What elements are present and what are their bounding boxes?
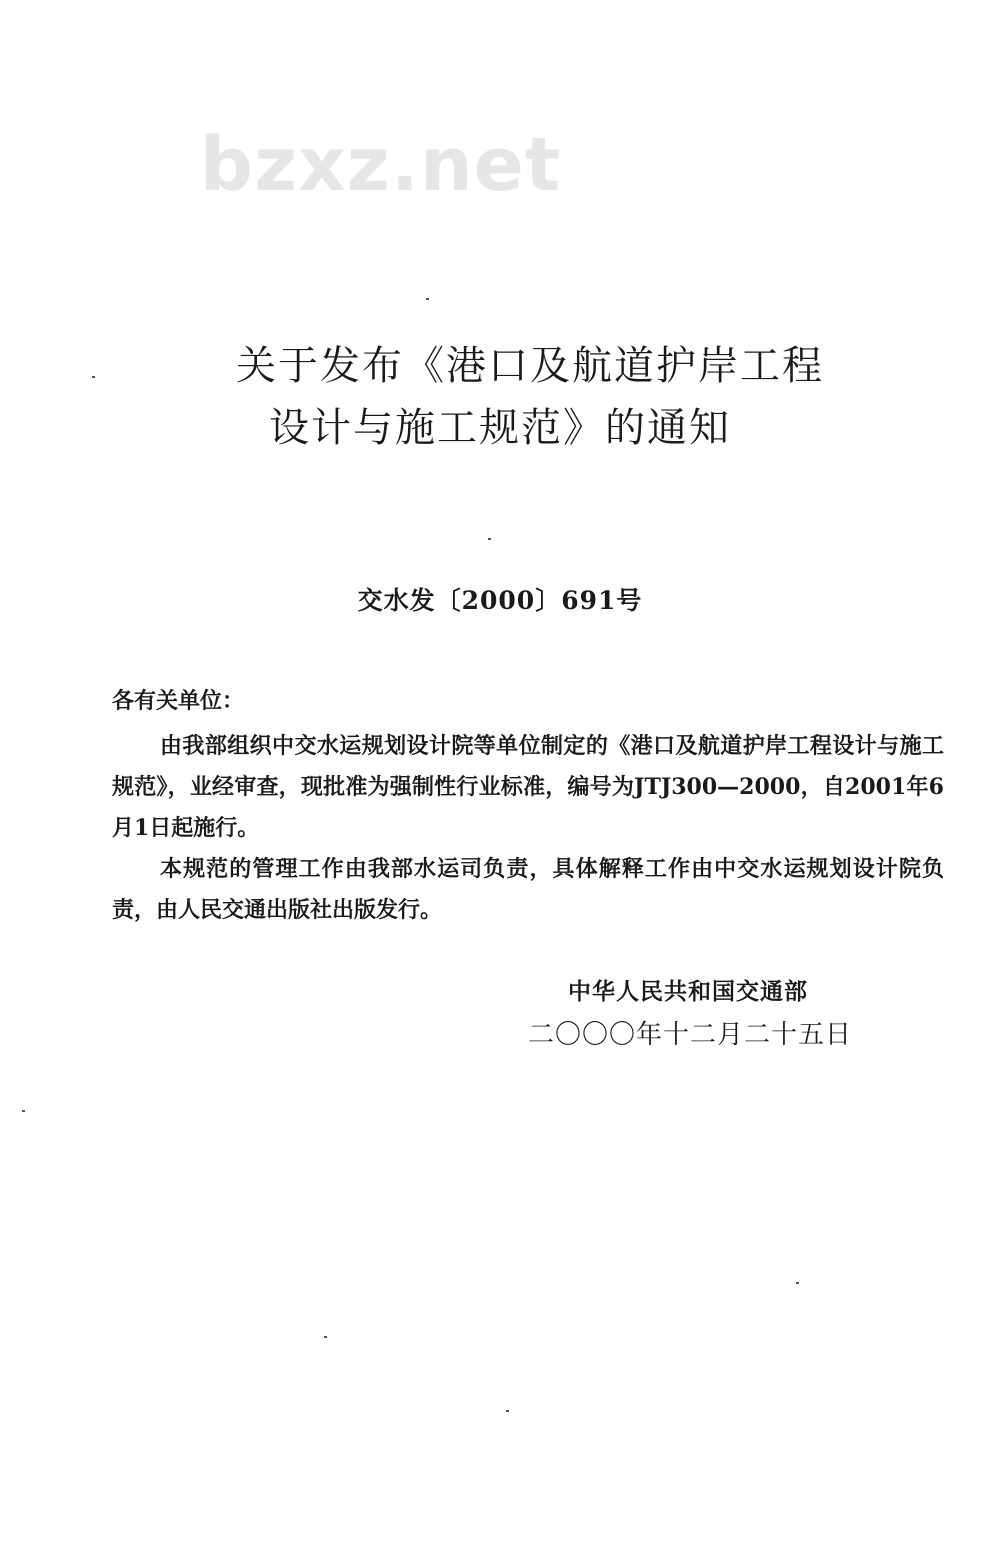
scan-speck xyxy=(488,538,491,540)
body-paragraph-1: 由我部组织中交水运规划设计院等单位制定的《港口及航道护岸工程设计与施工规范》，业经审查，现批准为强制性行业标准，编号为JTJ300—2000，自2001年6月1日起施行。 xyxy=(112,733,944,841)
scan-speck xyxy=(324,1336,327,1338)
issue-date: 二〇〇〇年十二月二十五日 xyxy=(528,1020,853,1050)
scan-speck xyxy=(92,376,95,378)
document-number: 交水发〔2000〕691号 xyxy=(357,586,643,615)
notice-title-line-1: 关于发布《港口及航道护岸工程 xyxy=(236,343,824,389)
notice-title-line-2: 设计与施工规范》的通知 xyxy=(269,405,731,451)
scan-speck xyxy=(506,1410,509,1412)
salutation: 各有关单位： xyxy=(112,688,245,714)
notice-body xyxy=(112,726,944,931)
issuing-authority: 中华人民共和国交通部 xyxy=(568,978,808,1005)
scan-speck xyxy=(22,1110,25,1112)
body-paragraph-2: 本规范的管理工作由我部水运司负责，具体解释工作由中交水运规划设计院负责，由人民交通出版社出版发行。 xyxy=(112,856,944,923)
scan-speck xyxy=(796,1282,799,1284)
scan-speck xyxy=(426,298,429,300)
watermark: bzxz.net xyxy=(200,122,562,208)
